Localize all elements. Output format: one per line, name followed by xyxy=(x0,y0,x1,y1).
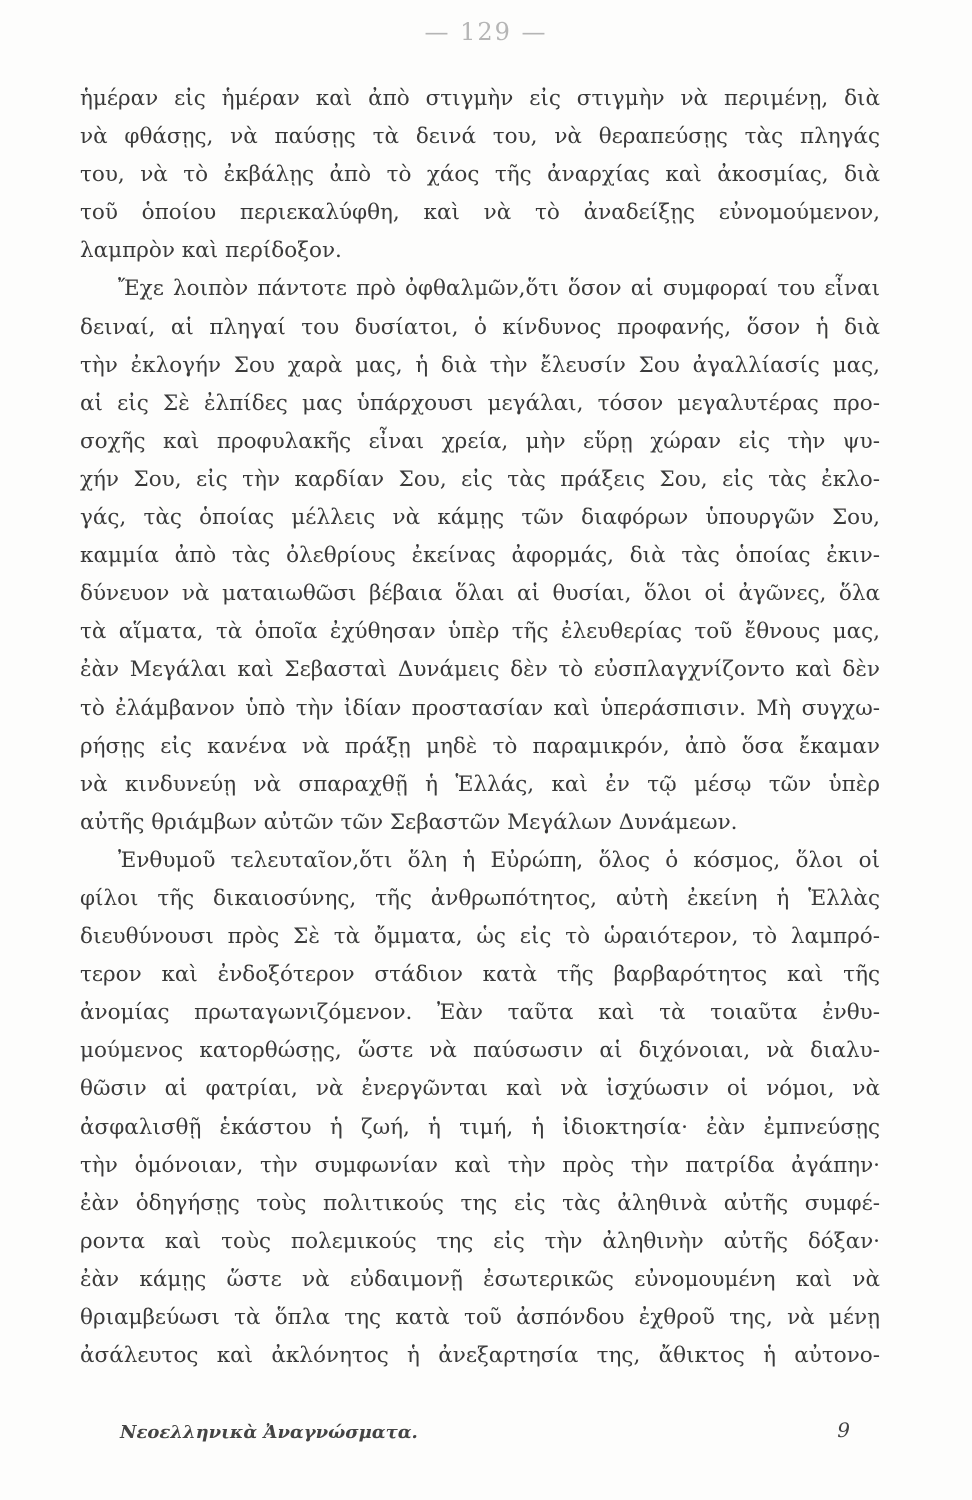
text-line: τερον καὶ ἐνδοξότερον στάδιον κατὰ τῆς βαρβαρότητος καὶ τῆς xyxy=(80,962,880,988)
text-line: ἐὰν ὁδηγήσῃς τοὺς πολιτικούς της εἰς τὰς ἀληθινὰ αὐτῆς συμφέ- xyxy=(80,1190,880,1216)
text-line: τοῦ ὁποίου περιεκαλύφθη, καὶ νὰ τὸ ἀναδείξῃς εὐνομούμενον, xyxy=(80,200,880,226)
text-line: αἱ εἰς Σὲ ἐλπίδες μας ὑπάρχουσι μεγάλαι, τόσον μεγαλυτέρας προ- xyxy=(80,390,880,416)
text-line: του, νὰ τὸ ἐκβάλῃς ἀπὸ τὸ χάος τῆς ἀναρχίας καὶ ἀκοσμίας, διὰ xyxy=(80,162,880,188)
footer-book-title: Νεοελληνικὰ Ἀναγνώσματα. xyxy=(120,1422,418,1443)
text-line: ρήσῃς εἰς κανένα νὰ πράξῃ μηδὲ τὸ παραμικρόν, ἀπὸ ὅσα ἔκαμαν xyxy=(80,733,880,759)
text-line: ἀνομίας πρωταγωνιζόμενον. Ἐὰν ταῦτα καὶ τὰ τοιαῦτα ἐνθυ- xyxy=(80,1000,880,1026)
text-line: νὰ φθάσῃς, νὰ παύσῃς τὰ δεινά του, νὰ θεραπεύσῃς τὰς πληγάς xyxy=(80,124,880,150)
text-line: λαμπρὸν καὶ περίδοξον. xyxy=(80,238,342,264)
signature-mark: 9 xyxy=(837,1418,850,1442)
text-line: μούμενος κατορθώσῃς, ὥστε νὰ παύσωσιν αἱ διχόνοιαι, νὰ διαλυ- xyxy=(80,1038,880,1064)
text-line: ἀσάλευτος καὶ ἀκλόνητος ἡ ἀνεξαρτησία της, ἄθικτος ἡ αὐτονο- xyxy=(80,1343,880,1369)
text-line: δειναί, αἱ πληγαί του δυσίατοι, ὁ κίνδυνος προφανής, ὅσον ἡ διὰ xyxy=(80,314,880,340)
text-line: τὴν ἐκλογήν Σου χαρὰ μας, ἡ διὰ τὴν ἔλευσίν Σου ἀγαλλίασίς μας, xyxy=(80,352,880,378)
text-line: Ἐνθυμοῦ τελευταῖον,ὅτι ὅλη ἡ Εὐρώπη, ὅλος ὁ κόσμος, ὅλοι οἱ xyxy=(118,847,880,873)
page-footer xyxy=(120,1418,850,1443)
text-line: φίλοι τῆς δικαιοσύνης, τῆς ἀνθρωπότητος, αὐτὴ ἐκείνη ἡ Ἑλλὰς xyxy=(80,885,880,911)
text-line: ἐὰν Μεγάλαι καὶ Σεβασταὶ Δυνάμεις δὲν τὸ εὐσπλαγχνίζοντο καὶ δὲν xyxy=(80,657,880,683)
text-line: ροντα καὶ τοὺς πολεμικούς της εἰς τὴν ἀληθινὴν αὐτῆς δόξαν· xyxy=(80,1228,880,1254)
text-line: καμμία ἀπὸ τὰς ὀλεθρίους ἐκείνας ἀφορμάς, διὰ τὰς ὁποίας ἐκιν- xyxy=(80,543,880,569)
text-line: τὸ ἐλάμβανον ὑπὸ τὴν ἰδίαν προστασίαν καὶ ὑπεράσπισιν. Μὴ συγχω- xyxy=(80,695,880,721)
text-line: διευθύνουσι πρὸς Σὲ τὰ ὄμματα, ὡς εἰς τὸ ὡραιότερον, τὸ λαμπρό- xyxy=(80,924,880,950)
text-line: σοχῆς καὶ προφυλακῆς εἶναι χρεία, μὴν εὕρῃ χώραν εἰς τὴν ψυ- xyxy=(80,428,880,454)
text-line: ἐὰν κάμῃς ὥστε νὰ εὐδαιμονῇ ἐσωτερικῶς εὐνομουμένη καὶ νὰ xyxy=(80,1266,880,1292)
text-line: ἀσφαλισθῇ ἑκάστου ἡ ζωή, ἡ τιμή, ἡ ἰδιοκτησία· ἐὰν ἐμπνεύσῃς xyxy=(80,1114,880,1140)
text-line: Ἔχε λοιπὸν πάντοτε πρὸ ὀφθαλμῶν,ὅτι ὅσον αἱ συμφοραί του εἶναι xyxy=(118,276,880,302)
text-line: αὐτῆς θριάμβων αὐτῶν τῶν Σεβαστῶν Μεγάλων Δυνάμεων. xyxy=(80,809,738,835)
text-line: θριαμβεύωσι τὰ ὅπλα της κατὰ τοῦ ἀσπόνδου ἐχθροῦ της, νὰ μένῃ xyxy=(80,1305,880,1330)
page-number: — 129 — xyxy=(424,18,548,46)
text-line: νὰ κινδυνεύῃ νὰ σπαραχθῇ ἡ Ἑλλάς, καὶ ἐν τῷ μέσῳ τῶν ὑπὲρ xyxy=(80,771,880,797)
text-line: χήν Σου, εἰς τὴν καρδίαν Σου, εἰς τὰς πράξεις Σου, εἰς τὰς ἐκλο- xyxy=(80,466,880,492)
text-line: ἡμέραν εἰς ἡμέραν καὶ ἀπὸ στιγμὴν εἰς στιγμὴν νὰ περιμένῃ, διὰ xyxy=(80,86,880,111)
text-line: δύνευον νὰ ματαιωθῶσι βέβαια ὅλαι αἱ θυσίαι, ὅλοι οἱ ἀγῶνες, ὅλα xyxy=(80,581,880,607)
text-line: τὴν ὁμόνοιαν, τὴν συμφωνίαν καὶ τὴν πρὸς τὴν πατρίδα ἀγάπην· xyxy=(80,1152,880,1178)
text-line: θῶσιν αἱ φατρίαι, νὰ ἐνεργῶνται καὶ νὰ ἰσχύωσιν οἱ νόμοι, νὰ xyxy=(80,1076,880,1102)
text-line: γάς, τὰς ὁποίας μέλλεις νὰ κάμῃς τῶν διαφόρων ὑπουργῶν Σου, xyxy=(80,505,880,531)
body-text xyxy=(80,80,880,1375)
text-line: τὰ αἵματα, τὰ ὁποῖα ἐχύθησαν ὑπὲρ τῆς ἐλευθερίας τοῦ ἔθνους μας, xyxy=(80,619,880,645)
